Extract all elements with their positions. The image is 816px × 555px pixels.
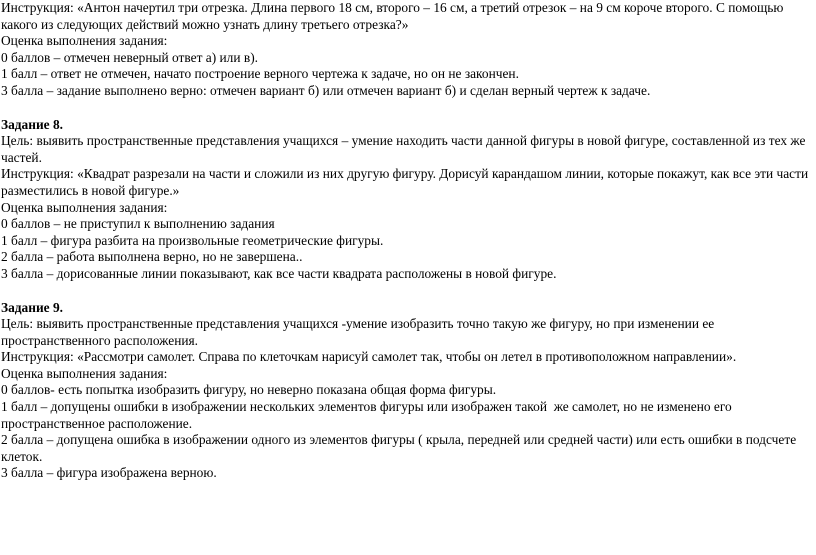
task-9-score-1: 1 балл – допущены ошибки в изображении нескольких элементов фигуры или изображен такой же самолет, но не изменено его пространственное расположение. [1,399,736,431]
task-8-evaluation-title: Оценка выполнения задания: [1,199,168,215]
task-9-heading: Задание 9. [1,299,63,315]
task-7-score-1: 1 балл – ответ не отмечен, начато построение верного чертежа к задаче, но он не закончен. [1,66,519,82]
paragraph-gap [1,283,813,300]
task-8-score-0: 0 баллов – не приступил к выполнению задания [1,216,275,232]
task-9-score-3: 3 балла – фигура изображена верною. [1,465,217,481]
task-9-instruction: Инструкция: «Рассмотри самолет. Справа по клеточкам нарисуй самолет так, чтобы он летел в противоположном направлении». [1,349,737,365]
task-9-score-2: 2 балла – допущена ошибка в изображении одного из элементов фигуры ( крыла, передней или средней части) или есть ошибки в подсчете клеток. [1,432,800,464]
task-9-evaluation-title: Оценка выполнения задания: [1,365,168,381]
task-9-goal: Цель: выявить пространственные представления учащихся -умение изобразить точно такую же фигуру, но при изменении ее пространственного расположения. [1,316,718,348]
document-page [1,0,813,482]
task-8-score-3: 3 балла – дорисованные линии показывают, как все части квадрата расположены в новой фигуре. [1,265,557,281]
task-7-instruction: Инструкция: «Антон начертил три отрезка. Длина первого 18 см, второго – 16 см, а третий отрезок – на 9 см короче второго. С помощью какого из следующих действий можно узнать длину третьего отрезка?» [1,0,787,32]
task-8-score-1: 1 балл – фигура разбита на произвольные геометрические фигуры. [1,232,384,248]
task-7-score-3: 3 балла – задание выполнено верно: отмечен вариант б) или отмечен вариант б) и сделан верный чертеж к задаче. [1,82,651,98]
paragraph-gap [1,100,813,117]
task-8-instruction: Инструкция: «Квадрат разрезали на части и сложили из них другую фигуру. Дорисуй карандашом линии, которые покажут, как все эти части разместились в новой фигуре.» [1,166,812,198]
task-8-score-2: 2 балла – работа выполнена верно, но не завершена.. [1,249,303,265]
task-7-score-0: 0 баллов – отмечен неверный ответ а) или в). [1,49,259,65]
task-9-score-0: 0 баллов- есть попытка изобразить фигуру, но неверно показана общая форма фигуры. [1,382,497,398]
task-8-goal: Цель: выявить пространственные представления учащихся – умение находить части данной фигуры в новой фигуре, составленной из тех же частей. [1,133,809,165]
task-7-evaluation-title: Оценка выполнения задания: [1,33,168,49]
task-8-heading: Задание 8. [1,116,63,132]
